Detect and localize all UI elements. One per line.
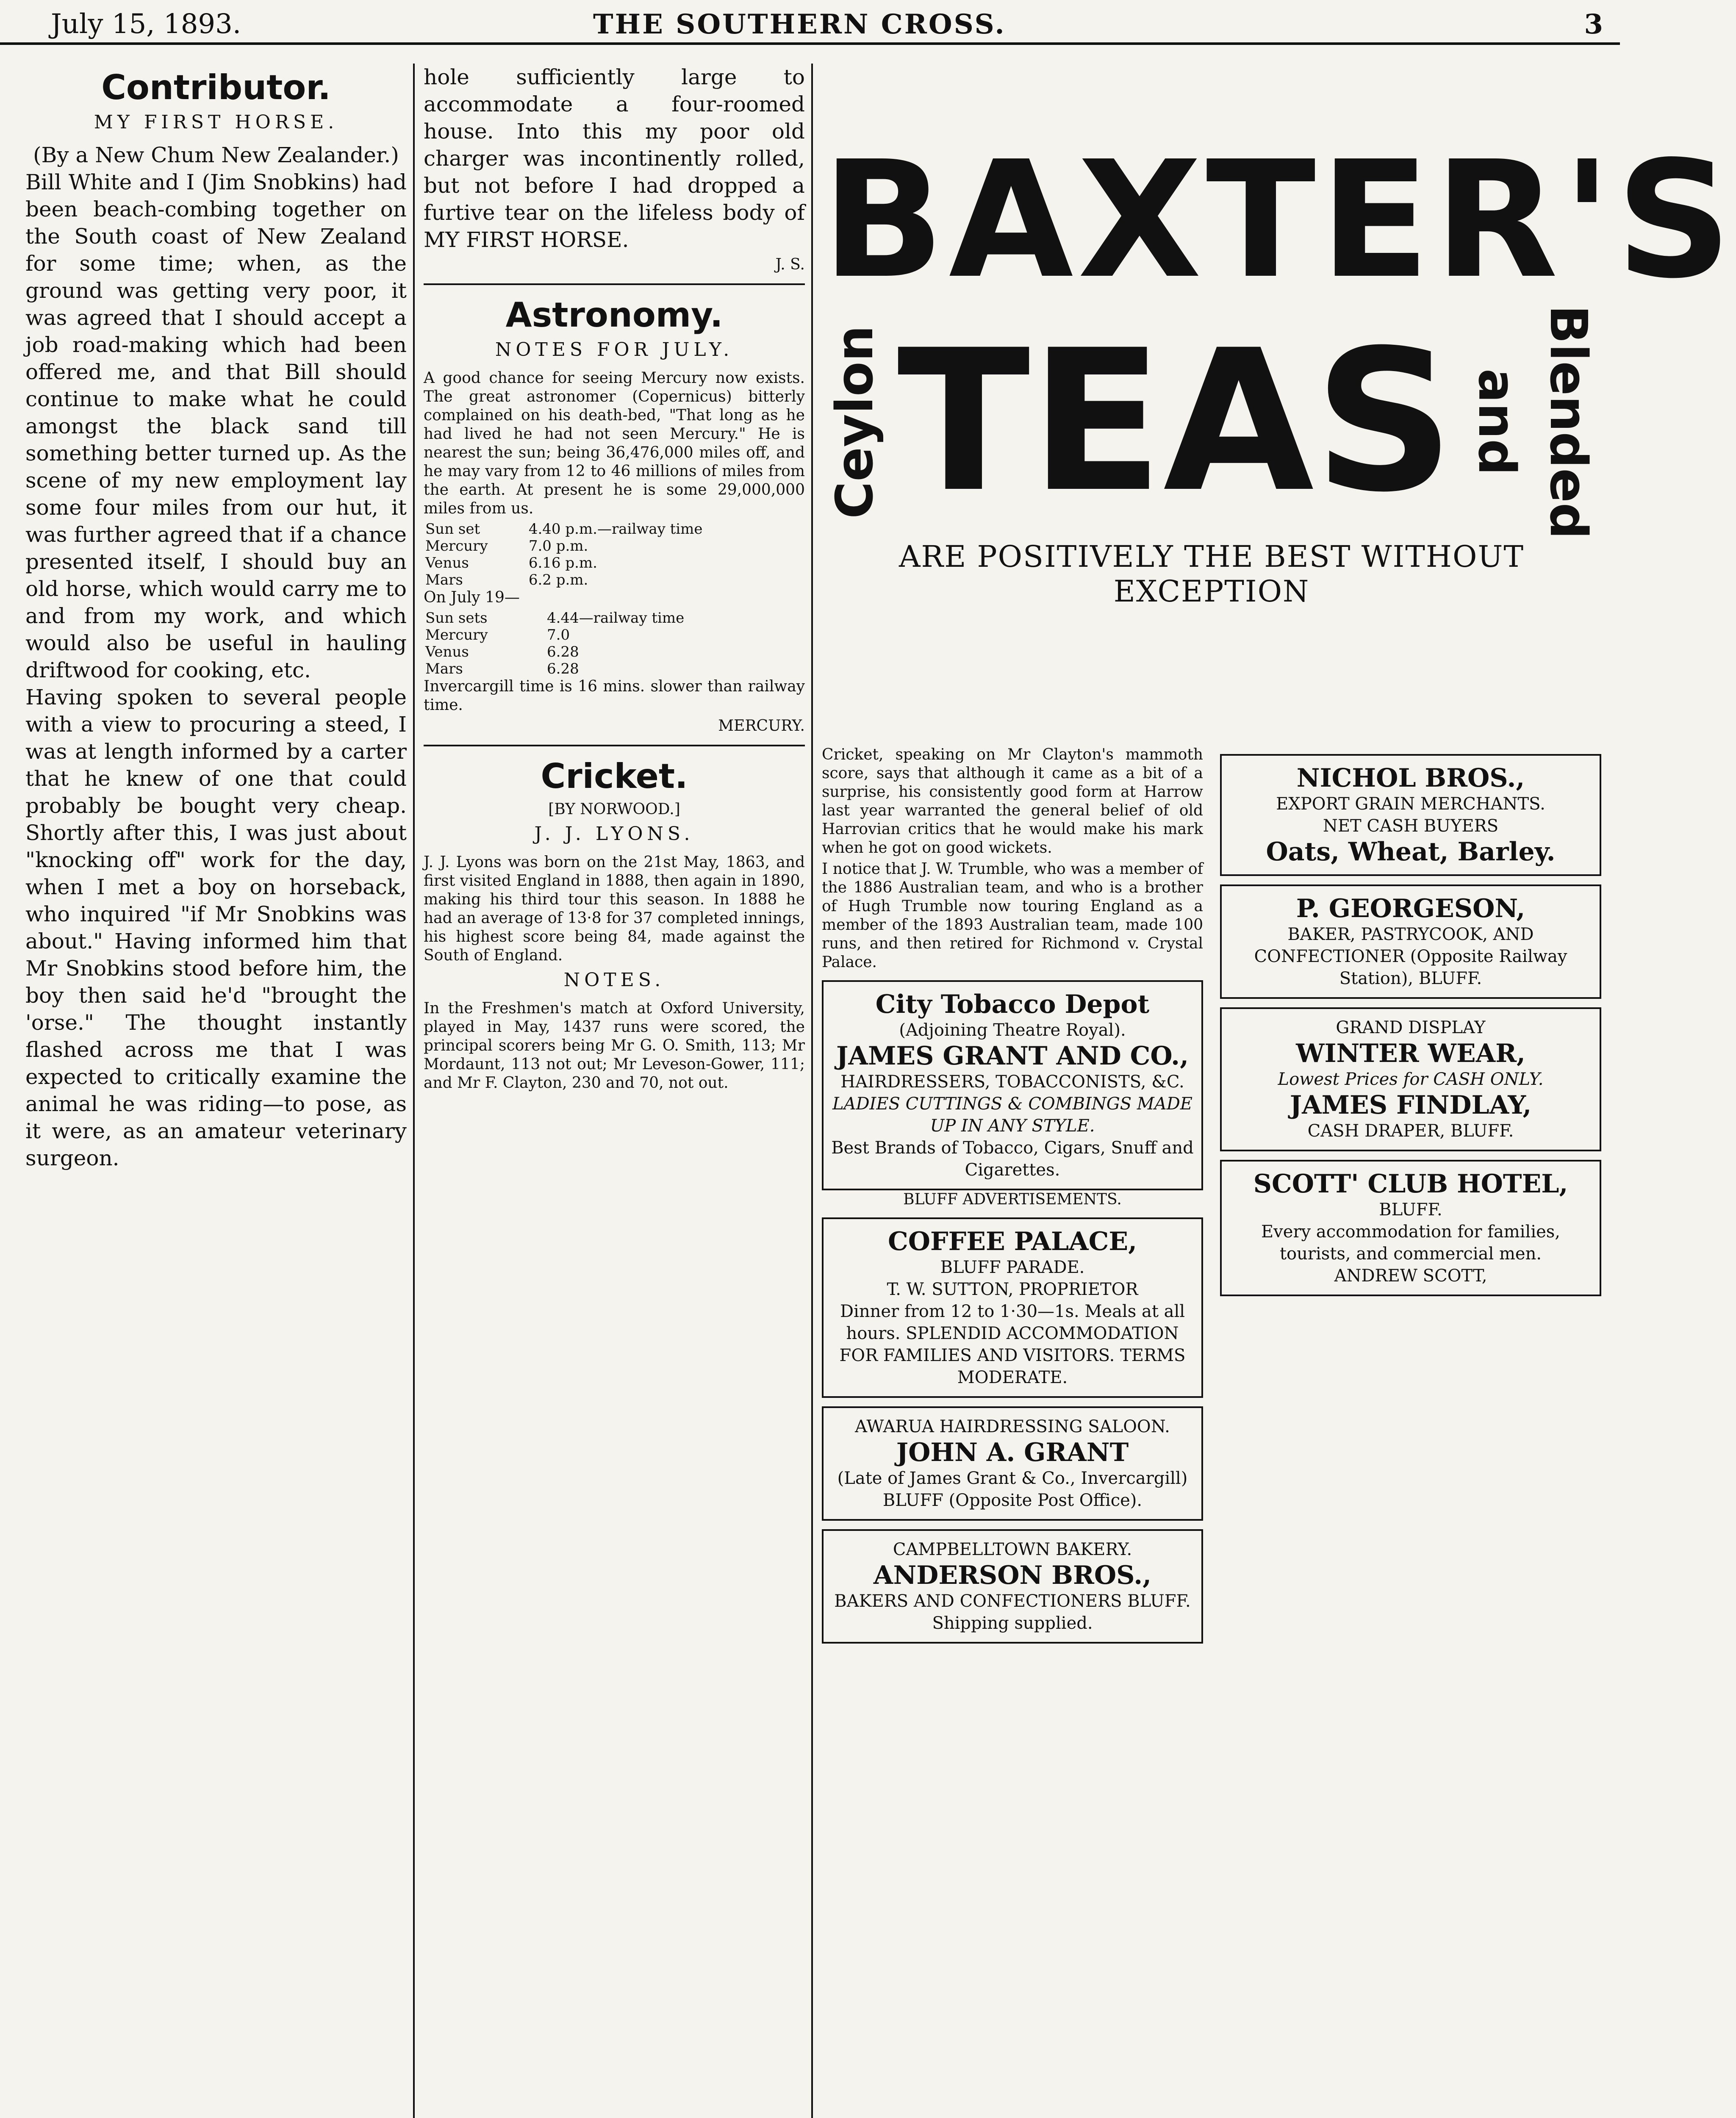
and-label: and: [1467, 369, 1526, 476]
table-cell: 6.2 p.m.: [528, 571, 588, 588]
findlay-name: JAMES FINDLAY,: [1290, 1090, 1532, 1120]
section-heading: Contributor.: [101, 68, 331, 107]
baxters-teas-ad: [822, 126, 1736, 609]
column-rule: [811, 64, 813, 2118]
georgeson-ad: [1220, 884, 1601, 999]
bakery-name: ANDERSON BROS.,: [873, 1561, 1152, 1590]
notes-heading: NOTES.: [563, 969, 665, 991]
table-cell: Mercury: [425, 627, 488, 643]
page-number: 3: [1584, 8, 1603, 40]
georgeson-heading: P. GEORGESON,: [1296, 894, 1525, 923]
coffee-palace-ad: [822, 1217, 1203, 1398]
awarua-heading: AWARUA HAIRDRESSING SALOON.: [855, 1417, 1170, 1436]
table-cell: 4.44—railway time: [547, 610, 685, 627]
coffee-proprietor: T. W. SUTTON, PROPRIETOR: [887, 1280, 1138, 1299]
scott-owner: ANDREW SCOTT,: [1334, 1266, 1487, 1286]
winter-prices: Lowest Prices for CASH ONLY.: [1278, 1070, 1544, 1089]
table-cell: Mars: [425, 660, 463, 677]
nichol-heading: NICHOL BROS.,: [1296, 763, 1525, 793]
column-contributor: [25, 64, 407, 2118]
scott-sub: BLUFF.: [1379, 1200, 1442, 1220]
cricket-continued: Cricket, speaking on Mr Clayton's mammoth score, says that although it came as a bit of a surprise, his consistently good form at Harrow last year warranted the general belief of old Harrovian critics that he would make his mark when he got on good wickets.: [822, 746, 1203, 857]
table-cell: Mars: [425, 571, 463, 588]
cricket-trumble: I notice that J. W. Trumble, who was a member of the 1886 Australian team, and who is a brother of Hugh Trumble now touring England as a member of the 1893 Australian team, made 100 runs, and then retired for Richmond v. Crystal Palace.: [822, 860, 1203, 971]
findlay-ad: [1220, 1007, 1601, 1151]
table-cell: 6.16 p.m.: [528, 554, 597, 571]
baxters-wordmark: BAXTER'S: [822, 126, 1736, 314]
table-cell: 6.28: [547, 660, 579, 677]
grand-display: GRAND DISPLAY: [1336, 1018, 1486, 1037]
story-continuation: hole sufficiently large to accommodate a four-roomed house. Into this my poor old charger was incontinently rolled, but not before I had dropped a furtive tear on the lifeless body of MY FIRST HORSE.: [424, 65, 805, 252]
story-paragraph: Having spoken to several people with a view to procuring a steed, I was at length informed by a carter that he knew of one that could probably be bought very cheap. Shortly after this, I was just about "knocking off" work for the day, when I met a boy on horseback, who inquired "if Mr Snobkins was about." Having informed him that Mr Snobkins stood before him, the boy then said he'd "brought the 'orse." The thought instantly flashed across me that I was expected to critically examine the animal he was riding—to pose, as it were, as an amateur veterinary surgeon.: [25, 685, 407, 1170]
ceylon-label: Ceylon: [825, 325, 885, 519]
column-astronomy-cricket: [424, 64, 805, 2118]
table-caption: On July 19—: [424, 589, 520, 606]
newspaper-title: THE SOUTHERN CROSS.: [593, 8, 1006, 40]
cricket-heading: Cricket.: [541, 757, 688, 796]
divider: [424, 745, 805, 746]
blended-label: Blended: [1539, 305, 1598, 539]
astronomy-note: Invercargill time is 16 mins. slower than railway time.: [424, 678, 805, 714]
nichol-sub: EXPORT GRAIN MERCHANTS.: [1276, 794, 1545, 814]
bakery-text: BAKERS AND CONFECTIONERS BLUFF.: [834, 1591, 1191, 1611]
findlay-sub: CASH DRAPER, BLUFF.: [1307, 1121, 1514, 1141]
table-cell: Mercury: [425, 538, 488, 554]
table-cell: Venus: [425, 554, 469, 571]
tobacco-best: Best Brands of Tobacco, Cigars, Snuff and Cigarettes.: [831, 1138, 1194, 1180]
sun-times-table-2: [424, 610, 805, 677]
astronomy-subheading: NOTES FOR JULY.: [495, 339, 734, 360]
table-cell: Venus: [425, 643, 469, 660]
coffee-heading: COFFEE PALACE,: [888, 1227, 1137, 1256]
astronomy-text: A good chance for seeing Mercury now exists. The great astronomer (Copernicus) bitterly complained on his death-bed, "That long as he had lived he had not seen Mercury." He is nearest the sun; being 36,476,000 miles off, and he may vary from 12 to 46 millions of miles from the earth. At present he is some 29,000,000 miles from us.: [424, 369, 805, 517]
tobacco-sub: (Adjoining Theatre Royal).: [899, 1020, 1126, 1040]
column-ads-right: [1220, 746, 1601, 2118]
column-rule: [413, 64, 415, 2118]
nichol-ad: [1220, 754, 1601, 876]
table-cell: Sun set: [425, 521, 480, 538]
tobacco-ad: [822, 980, 1203, 1190]
tobacco-heading: City Tobacco Depot: [875, 990, 1150, 1019]
bluff-ads-label: BLUFF ADVERTISEMENTS.: [903, 1191, 1122, 1208]
coffee-sub: BLUFF PARADE.: [940, 1258, 1085, 1277]
nichol-grains: Oats, Wheat, Barley.: [1266, 837, 1556, 867]
cricket-text: J. J. Lyons was born on the 21st May, 1863, and first visited England in 1888, then again in 1890, making his third tour this season. In 1888 he had an average of 13·8 for 37 completed innings, his highest score being 84, made against the South of England.: [424, 854, 805, 964]
divider: [424, 283, 805, 285]
astronomy-heading: Astronomy.: [505, 295, 723, 335]
cricket-subheading: J. J. LYONS.: [534, 823, 694, 845]
bakery-ad: [822, 1529, 1203, 1644]
issue-date: July 15, 1893.: [51, 8, 241, 40]
story-signature: J. S.: [775, 256, 805, 273]
grant-name: JOHN A. GRANT: [896, 1438, 1129, 1467]
tobacco-italic: LADIES CUTTINGS & COMBINGS MADE UP IN ANY STYLE.: [832, 1094, 1192, 1136]
story-paragraph: Bill White and I (Jim Snobkins) had been beach-combing together on the South coast of New Zealand for some time; when, as the ground was getting very poor, it was agreed that I should accept a job road-making which had been offered me, and that Bill should continue to make what he could amongst the black sand till something better turned up. As the scene of my new employment lay some four miles from our hut, it was further agreed that if a chance presented itself, I should buy an old horse, which would carry me to and from my work, and which would also be useful in hauling driftwood for cooking, etc.: [25, 170, 407, 682]
teas-wordmark: TEAS: [897, 308, 1455, 535]
scott-text: Every accommodation for families, tourists, and commercial men.: [1261, 1222, 1561, 1264]
cricket-byline: [BY NORWOOD.]: [548, 801, 680, 818]
table-cell: Sun sets: [425, 610, 488, 627]
table-cell: 7.0: [547, 627, 570, 643]
grant-text: (Late of James Grant & Co., Invercargill) BLUFF (Opposite Post Office).: [837, 1469, 1188, 1510]
table-cell: 4.40 p.m.—railway time: [528, 521, 703, 538]
astronomy-signature: MERCURY.: [718, 717, 805, 735]
table-cell: 7.0 p.m.: [528, 538, 588, 554]
scott-ad: [1220, 1160, 1601, 1296]
nichol-buyers: NET CASH BUYERS: [1323, 816, 1499, 836]
notes-text: In the Freshmen's match at Oxford University, played in May, 1437 runs were scored, the principal scorers being Mr G. O. Smith, 113; Mr Mordaunt, 113 not out; Mr Leveson-Gower, 111; and Mr F. Clayton, 230 and 70, not out.: [424, 1000, 805, 1092]
coffee-text: Dinner from 12 to 1·30—1s. Meals at all hours. SPLENDID ACCOMMODATION FOR FAMILIES AND VISITORS. TERMS MODERATE.: [839, 1302, 1186, 1387]
tobacco-firm: JAMES GRANT AND CO.,: [836, 1041, 1189, 1071]
column-ads-left: [822, 746, 1203, 2118]
table-cell: 6.28: [547, 643, 579, 660]
scott-heading: SCOTT' CLUB HOTEL,: [1253, 1169, 1568, 1199]
awarua-ad: [822, 1406, 1203, 1521]
winter-wear: WINTER WEAR,: [1296, 1039, 1525, 1068]
tobacco-trade: HAIRDRESSERS, TOBACCONISTS, &C.: [840, 1072, 1184, 1092]
byline: (By a New Chum New Zealander.): [33, 143, 399, 167]
sun-times-table: [424, 521, 805, 588]
bakery-shipping: Shipping supplied.: [932, 1613, 1093, 1633]
masthead: [0, 0, 1620, 45]
georgeson-text: BAKER, PASTRYCOOK, AND CONFECTIONER (Opposite Railway Station), BLUFF.: [1254, 925, 1567, 988]
baxters-tagline: ARE POSITIVELY THE BEST WITHOUT EXCEPTION: [899, 539, 1525, 609]
story-title: MY FIRST HORSE.: [94, 111, 338, 133]
bakery-heading: CAMPBELLTOWN BAKERY.: [893, 1540, 1132, 1559]
